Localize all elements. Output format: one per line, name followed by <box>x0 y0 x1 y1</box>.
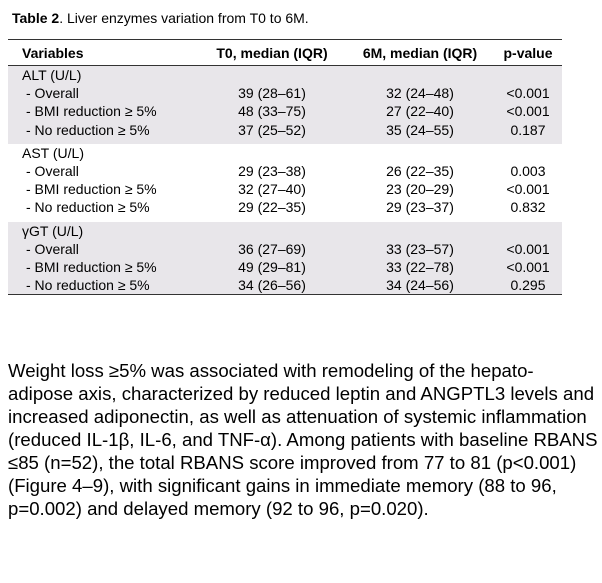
row-label: - Overall <box>8 84 198 102</box>
header-t0: T0, median (IQR) <box>198 40 346 66</box>
cell-pvalue: <0.001 <box>494 102 562 120</box>
group-title-row <box>8 66 562 85</box>
group-ggt <box>8 222 562 295</box>
table-row <box>8 162 562 180</box>
row-label: - No reduction ≥ 5% <box>8 276 198 295</box>
table-row <box>8 121 562 139</box>
group-title-row <box>8 222 562 240</box>
table-row <box>8 102 562 120</box>
cell-pvalue: 0.003 <box>494 162 562 180</box>
row-label: - No reduction ≥ 5% <box>8 198 198 216</box>
table-row <box>8 240 562 258</box>
cell-6m: 35 (24–55) <box>346 121 494 139</box>
results-paragraph: Weight loss ≥5% was associated with remodeling of the hepato-adipose axis, characterized by reduced leptin and ANGPTL3 levels and increased adiponectin, as well as attenuation of systemic inflammation (reduced IL-1β, IL-6, and TNF-α). Among patients with baseline RBANS ≤85 (n=52), the total RBANS score improved from 77 to 81 (p<0.001) (Figure 4–9), with significant gains in immediate memory (88 to 96, p=0.002) and delayed memory (92 to 96, p=0.020). <box>8 360 598 519</box>
group-alt <box>8 66 562 144</box>
cell-6m: 26 (22–35) <box>346 162 494 180</box>
cell-6m: 33 (23–57) <box>346 240 494 258</box>
cell-pvalue: 0.295 <box>494 276 562 295</box>
group-title: γGT (U/L) <box>8 222 198 240</box>
header-6m: 6M, median (IQR) <box>346 40 494 66</box>
row-label: - Overall <box>8 162 198 180</box>
group-title-row <box>8 144 562 162</box>
caption-text: . Liver enzymes variation from T0 to 6M. <box>59 10 309 26</box>
cell-pvalue: 0.187 <box>494 121 562 139</box>
table-row <box>8 258 562 276</box>
row-label: - BMI reduction ≥ 5% <box>8 258 198 276</box>
cell-pvalue: <0.001 <box>494 180 562 198</box>
group-title: AST (U/L) <box>8 144 198 162</box>
cell-t0: 29 (23–38) <box>198 162 346 180</box>
cell-pvalue: <0.001 <box>494 240 562 258</box>
table-row <box>8 180 562 198</box>
cell-pvalue: <0.001 <box>494 258 562 276</box>
cell-6m: 34 (24–56) <box>346 276 494 295</box>
cell-pvalue: 0.832 <box>494 198 562 216</box>
group-ast <box>8 144 562 222</box>
cell-6m: 29 (23–37) <box>346 198 494 216</box>
table-row <box>8 198 562 216</box>
table-caption <box>12 9 309 27</box>
cell-t0: 37 (25–52) <box>198 121 346 139</box>
cell-t0: 36 (27–69) <box>198 240 346 258</box>
caption-label: Table 2 <box>12 10 60 26</box>
group-title: ALT (U/L) <box>8 66 198 85</box>
cell-t0: 39 (28–61) <box>198 84 346 102</box>
cell-6m: 23 (20–29) <box>346 180 494 198</box>
cell-t0: 49 (29–81) <box>198 258 346 276</box>
row-label: - Overall <box>8 240 198 258</box>
header-variables: Variables <box>8 40 198 66</box>
cell-t0: 32 (27–40) <box>198 180 346 198</box>
cell-6m: 32 (24–48) <box>346 84 494 102</box>
cell-t0: 48 (33–75) <box>198 102 346 120</box>
row-label: - BMI reduction ≥ 5% <box>8 102 198 120</box>
cell-6m: 33 (22–78) <box>346 258 494 276</box>
cell-t0: 29 (22–35) <box>198 198 346 216</box>
cell-6m: 27 (22–40) <box>346 102 494 120</box>
row-label: - BMI reduction ≥ 5% <box>8 180 198 198</box>
table-row <box>8 276 562 295</box>
header-pvalue: p-value <box>494 40 562 66</box>
table-header-row <box>8 40 562 66</box>
table-row <box>8 84 562 102</box>
cell-pvalue: <0.001 <box>494 84 562 102</box>
row-label: - No reduction ≥ 5% <box>8 121 198 139</box>
liver-enzymes-table <box>8 39 562 295</box>
cell-t0: 34 (26–56) <box>198 276 346 295</box>
